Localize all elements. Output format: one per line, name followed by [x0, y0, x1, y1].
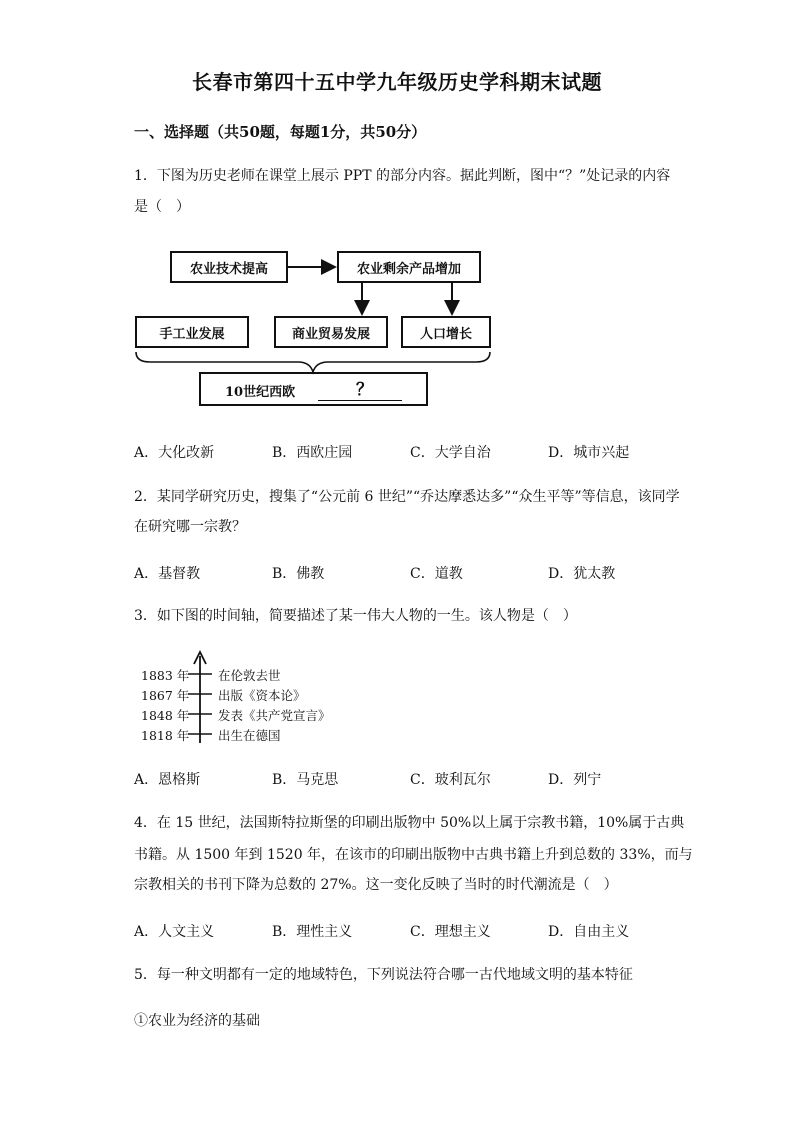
question-1-line-2: 是（ ）	[134, 199, 190, 215]
timeline-event-1883: 在伦敦去世	[218, 668, 281, 683]
q3-option-b: B．马克思	[272, 772, 339, 788]
question-2-line-1: 2．某同学研究历史，搜集了“公元前 6 世纪”“乔达摩悉达多”“众生平等”等信息，该同学	[134, 489, 680, 505]
q4-option-d: D．自由主义	[548, 924, 630, 940]
timeline-event-1867: 出版《资本论》	[218, 688, 306, 703]
box-population: 人口增长	[401, 316, 491, 348]
question-4-line-3: 宗教相关的书刊下降为总数的 27%。这一变化反映了当时的时代潮流是（ ）	[134, 877, 618, 893]
q3-option-d: D．列宁	[548, 772, 602, 788]
question-1-line-1: 1．下图为历史老师在课堂上展示 PPT 的部分内容。据此判断，图中“？”处记录的内容	[134, 168, 671, 184]
q2-option-b: B．佛教	[272, 566, 325, 582]
question-5-item-1: ①农业为经济的基础	[134, 1013, 260, 1029]
q4-option-b: B．理性主义	[272, 924, 353, 940]
q1-option-c: C．大学自治	[410, 445, 491, 461]
box-10th-century-label: 10世纪西欧	[225, 385, 296, 400]
question-4-line-1: 4．在 15 世纪，法国斯特拉斯堡的印刷出版物中 50%以上属于宗教书籍，10%属于古典	[134, 815, 685, 831]
timeline-year-1818: 1818 年	[141, 728, 190, 743]
q4-option-a: A．人文主义	[134, 924, 215, 940]
q1-option-a: A．大化改新	[134, 445, 215, 461]
q4-option-c: C．理想主义	[410, 924, 491, 940]
box-agri-tech: 农业技术提高	[170, 251, 288, 283]
question-3-line-1: 3．如下图的时间轴，简要描述了某一伟大人物的一生。该人物是（ ）	[134, 608, 577, 624]
timeline-year-1867: 1867 年	[141, 688, 190, 703]
question-5-line-1: 5．每一种文明都有一定的地域特色，下列说法符合哪一古代地域文明的基本特征	[134, 967, 633, 983]
question-mark: ？	[356, 380, 373, 400]
q2-option-c: C．道教	[410, 566, 463, 582]
box-agri-surplus: 农业剩余产品增加	[337, 251, 481, 283]
q3-option-c: C．玻利瓦尔	[410, 772, 491, 788]
q2-option-a: A．基督教	[134, 566, 201, 582]
box-handicraft: 手工业发展	[135, 316, 249, 348]
q2-option-d: D．犹太教	[548, 566, 616, 582]
box-trade: 商业贸易发展	[274, 316, 388, 348]
timeline-year-1848: 1848 年	[141, 708, 190, 723]
timeline-year-1883: 1883 年	[141, 668, 190, 683]
section-heading: 一、选择题（共50题，每题1分，共50分）	[134, 123, 427, 141]
timeline-event-1818: 出生在德国	[218, 728, 281, 743]
q3-option-a: A．恩格斯	[134, 772, 201, 788]
q1-option-b: B．西欧庄园	[272, 445, 353, 461]
timeline-event-1848: 发表《共产党宣言》	[218, 708, 331, 723]
q1-option-d: D．城市兴起	[548, 445, 630, 461]
page-title: 长春市第四十五中学九年级历史学科期末试题	[192, 70, 602, 94]
question-2-line-2: 在研究哪一宗教？	[134, 519, 246, 535]
question-4-line-2: 书籍。从 1500 年到 1520 年，在该市的印刷出版物中古典书籍上升到总数的 33%，而与	[134, 847, 693, 863]
